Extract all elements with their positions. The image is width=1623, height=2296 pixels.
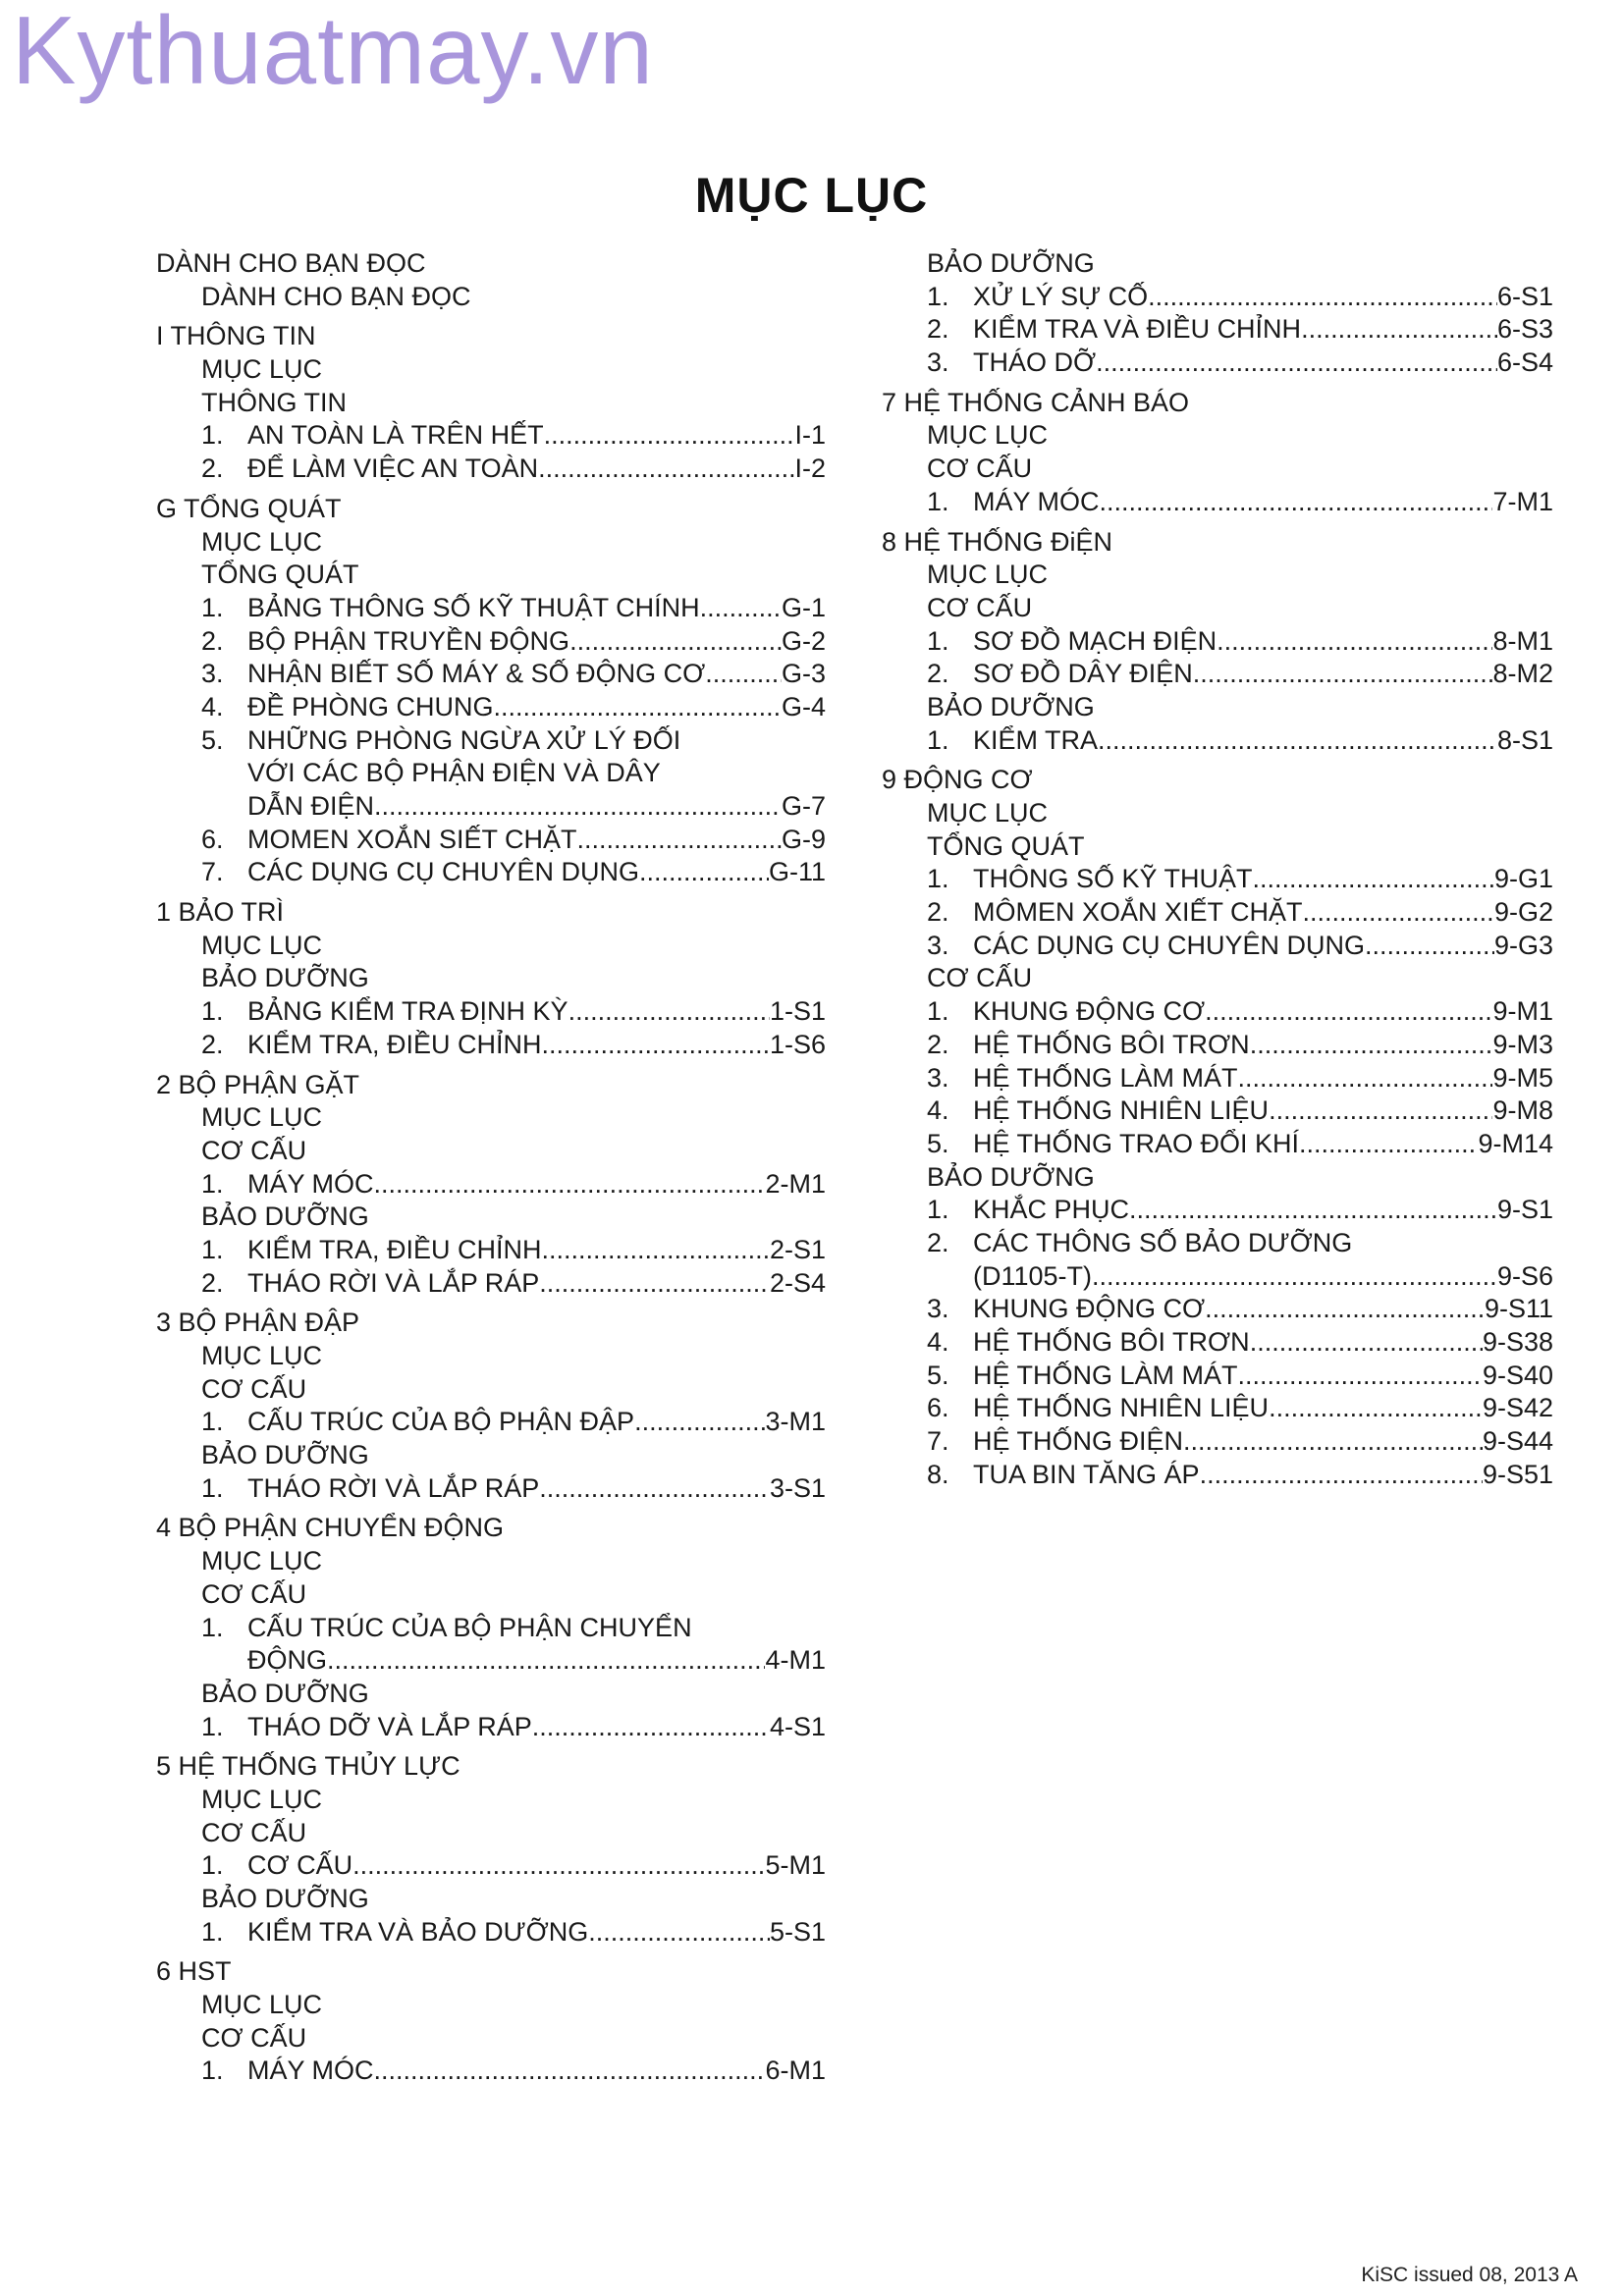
toc-entry-title: HỆ THỐNG BÔI TRƠN <box>973 1327 1250 1357</box>
toc-entry <box>154 1472 826 1506</box>
toc-entry <box>880 863 1553 896</box>
toc-entry <box>154 1406 826 1439</box>
toc-dot-leader <box>1096 347 1497 380</box>
toc-entry <box>154 2055 826 2088</box>
toc-entry <box>154 995 826 1029</box>
toc-entry-number: 2. <box>201 625 224 656</box>
toc-page-ref: 3-S1 <box>769 1472 826 1503</box>
toc-entry <box>154 856 826 889</box>
toc-entry <box>154 592 826 625</box>
toc-section-heading: G TỔNG QUÁT <box>156 493 342 523</box>
toc-group-heading: BẢO DƯỠNG <box>927 691 1095 721</box>
toc-entry-number: 6. <box>927 1393 949 1423</box>
toc-entry-number: 1. <box>201 1711 224 1741</box>
toc-dot-leader <box>639 856 769 889</box>
toc-entry <box>880 1095 1553 1128</box>
toc-entry-number: 1. <box>927 625 949 656</box>
toc-entry <box>154 419 826 453</box>
toc-entry <box>880 658 1553 691</box>
toc-dot-leader <box>327 1644 765 1678</box>
toc-entry-title: HỆ THỐNG NHIÊN LIỆU <box>973 1393 1270 1423</box>
toc-entry <box>154 691 826 724</box>
toc-entry-continuation <box>154 1644 826 1678</box>
toc-entry <box>880 724 1553 758</box>
toc-group-heading: CƠ CẤU <box>201 1817 307 1847</box>
toc-entry <box>880 930 1553 963</box>
toc-entry <box>880 313 1553 347</box>
toc-entry-number: 1. <box>201 1168 224 1199</box>
toc-entry <box>880 995 1553 1029</box>
toc-page-ref: 3-M1 <box>765 1407 826 1437</box>
toc-dot-leader <box>1250 1326 1483 1360</box>
toc-entry <box>880 1062 1553 1095</box>
toc-dot-leader <box>539 1472 770 1506</box>
toc-entry <box>880 625 1553 659</box>
toc-page-ref: 1-S1 <box>769 996 826 1027</box>
toc-group-heading: BẢO DƯỠNG <box>927 1161 1095 1192</box>
toc-dot-leader <box>1148 281 1497 314</box>
toc-dot-leader <box>705 658 782 691</box>
toc-dot-leader <box>1129 1194 1497 1227</box>
toc-page-ref: 9-G1 <box>1493 864 1553 894</box>
toc-dot-leader <box>1250 1029 1493 1062</box>
toc-dot-leader <box>374 790 782 824</box>
toc-section-heading: 6 HST <box>156 1956 232 1987</box>
toc-entry-title: DẪN ĐIỆN <box>247 791 375 821</box>
toc-dot-leader <box>1193 658 1493 691</box>
toc-page-ref: 2-S4 <box>769 1267 826 1298</box>
toc-page-ref: 6-S4 <box>1496 347 1553 378</box>
toc-entry <box>154 453 826 486</box>
page-title: MỤC LỤC <box>694 168 929 223</box>
toc-entry-number: 1. <box>927 1195 949 1225</box>
toc-entry-number: 2. <box>927 659 949 689</box>
toc-dot-leader <box>542 1234 770 1267</box>
toc-entry <box>880 1194 1553 1227</box>
toc-dot-leader <box>1303 896 1494 930</box>
toc-dot-leader <box>1238 1062 1493 1095</box>
toc-dot-leader <box>539 1267 770 1301</box>
toc-section-heading: 3 BỘ PHẬN ĐẬP <box>156 1308 360 1338</box>
toc-entry <box>154 824 826 857</box>
toc-entry-number: 4. <box>201 691 224 721</box>
toc-entry-title: TUA BIN TĂNG ÁP <box>973 1459 1200 1489</box>
toc-group-heading: CƠ CẤU <box>201 1578 307 1609</box>
toc-entry-title: ĐỘNG <box>247 1645 327 1676</box>
toc-group-heading: MỤC LỤC <box>201 1341 323 1370</box>
toc-dot-leader <box>568 995 770 1029</box>
toc-entry-number: 7. <box>927 1426 949 1457</box>
toc-group-heading: MỤC LỤC <box>927 560 1049 590</box>
toc-entry <box>880 1392 1553 1425</box>
toc-page-ref: 9-S44 <box>1482 1426 1553 1457</box>
toc-page-ref: 9-M8 <box>1492 1095 1553 1126</box>
toc-dot-leader <box>588 1916 770 1949</box>
toc-page-ref: 8-M2 <box>1492 659 1553 689</box>
toc-entry-number: 6. <box>201 824 224 854</box>
toc-group-heading: MỤC LỤC <box>201 1990 323 2020</box>
toc-entry-number: 1. <box>201 1850 224 1881</box>
toc-entry-title: HỆ THỐNG BÔI TRƠN <box>973 1029 1250 1059</box>
toc-page-ref: 9-S40 <box>1482 1360 1553 1390</box>
toc-entry-number: 1. <box>927 724 949 755</box>
toc-page-ref: 6-S1 <box>1496 281 1553 311</box>
toc-dot-leader <box>1238 1360 1483 1393</box>
toc-dot-leader <box>1100 486 1493 519</box>
toc-entry-title: CÁC THÔNG SỐ BẢO DƯỠNG <box>973 1227 1353 1257</box>
toc-group-heading: MỤC LỤC <box>201 354 323 385</box>
toc-group-heading: CƠ CẤU <box>201 1373 307 1404</box>
toc-entry-title: CƠ CẤU <box>247 1850 353 1881</box>
toc-entry-title: CẤU TRÚC CỦA BỘ PHẬN ĐẬP <box>247 1407 635 1437</box>
toc-entry <box>880 896 1553 930</box>
toc-page-ref: G-4 <box>781 691 826 721</box>
toc-entry-title: BẢNG KIỂM TRA ĐỊNH KỲ <box>247 996 568 1027</box>
toc-entry-number: 2. <box>927 1029 949 1059</box>
toc-entry <box>880 1425 1553 1459</box>
toc-entry-number: 1. <box>927 864 949 894</box>
toc-group-heading: BẢO DƯỠNG <box>201 1440 369 1470</box>
toc-group-heading: DÀNH CHO BẠN ĐỌC <box>201 281 471 311</box>
toc-entry-number: 2. <box>927 314 949 345</box>
toc-entry <box>154 1849 826 1883</box>
toc-right-column <box>880 247 1553 1491</box>
toc-entry-title: KHUNG ĐỘNG CƠ <box>973 996 1206 1027</box>
toc-left-column <box>154 247 826 2088</box>
toc-entry-number: 5. <box>927 1360 949 1390</box>
toc-entry <box>154 1029 826 1062</box>
toc-dot-leader <box>1269 1392 1483 1425</box>
toc-entry <box>154 1916 826 1949</box>
toc-group-heading: BẢO DƯỠNG <box>201 1201 369 1232</box>
toc-page-ref: 5-M1 <box>765 1850 826 1881</box>
toc-entry-number: 2. <box>927 897 949 928</box>
toc-entry-title: NHỮNG PHÒNG NGỪA XỬ LÝ ĐỐI <box>247 724 681 755</box>
toc-page-ref: G-7 <box>781 791 826 821</box>
toc-dot-leader <box>1205 995 1492 1029</box>
toc-page-ref: 9-G3 <box>1493 930 1553 960</box>
toc-group-heading: TỔNG QUÁT <box>201 560 359 590</box>
toc-entry-number: 1. <box>201 2056 224 2086</box>
toc-entry-title: BẢNG THÔNG SỐ KỸ THUẬT CHÍNH <box>247 592 700 622</box>
toc-entry-number: 1. <box>201 1234 224 1264</box>
toc-entry-title: THÔNG SỐ KỸ THUẬT <box>973 864 1253 894</box>
toc-entry-number: 3. <box>927 1294 949 1324</box>
toc-group-heading: MỤC LỤC <box>927 420 1049 451</box>
toc-group-heading: MỤC LỤC <box>927 798 1049 828</box>
toc-entry-number: 1. <box>201 1472 224 1503</box>
toc-dot-leader <box>1098 724 1497 758</box>
toc-entry <box>880 1360 1553 1393</box>
toc-entry-number: 1. <box>201 592 224 622</box>
toc-section-heading: I THÔNG TIN <box>156 321 316 351</box>
toc-section-heading: 7 HỆ THỐNG CẢNH BÁO <box>882 387 1190 417</box>
toc-entry-number: 7. <box>201 857 224 887</box>
toc-group-heading: BẢO DƯỠNG <box>201 1678 369 1708</box>
toc-entry-title: HỆ THỐNG NHIÊN LIỆU <box>973 1095 1270 1126</box>
toc-dot-leader <box>1200 1459 1483 1492</box>
toc-entry-number: 2. <box>927 1227 949 1257</box>
toc-section-heading: 4 BỘ PHẬN CHUYỂN ĐỘNG <box>156 1513 505 1543</box>
toc-entry <box>154 625 826 659</box>
toc-group-heading: BẢO DƯỠNG <box>201 1884 369 1913</box>
toc-entry-title: (D1105-T) <box>973 1260 1093 1291</box>
toc-entry-number: 5. <box>927 1128 949 1158</box>
toc-page-ref: 6-M1 <box>765 2056 826 2086</box>
toc-entry-number: 1. <box>927 281 949 311</box>
toc-page-ref: 9-S11 <box>1484 1294 1553 1324</box>
toc-entry-title: MÁY MÓC <box>247 2056 374 2086</box>
toc-entry-number: 1. <box>201 1612 224 1642</box>
toc-entry <box>880 1029 1553 1062</box>
toc-page-ref: I-2 <box>794 454 826 484</box>
toc-page-ref: 9-S38 <box>1482 1327 1553 1357</box>
toc-dot-leader <box>1092 1260 1497 1294</box>
toc-entry-number: 8. <box>927 1459 949 1489</box>
toc-section-heading: 5 HỆ THỐNG THỦY LỰC <box>156 1751 460 1782</box>
toc-dot-leader <box>1301 313 1497 347</box>
toc-page-ref: 6-S3 <box>1496 314 1553 345</box>
toc-entry-number: 1. <box>201 1916 224 1947</box>
footer-issue-note: KiSC issued 08, 2013 A <box>1361 2264 1578 2286</box>
toc-entry <box>154 1234 826 1267</box>
toc-entry <box>154 724 826 758</box>
toc-page-ref: G-2 <box>781 625 826 656</box>
toc-page-ref: 9-M3 <box>1492 1029 1553 1059</box>
toc-page-ref: 9-S6 <box>1496 1260 1553 1291</box>
toc-entry-title: KIỂM TRA <box>973 724 1099 755</box>
toc-dot-leader <box>374 1168 766 1201</box>
toc-dot-leader <box>494 691 782 724</box>
toc-entry-title: SƠ ĐỒ MẠCH ĐIỆN <box>973 625 1217 656</box>
toc-dot-leader <box>1217 625 1492 659</box>
toc-page-ref: G-1 <box>781 592 826 622</box>
toc-entry-title: KIỂM TRA VÀ ĐIỀU CHỈNH <box>973 314 1302 345</box>
toc-entry <box>880 1293 1553 1326</box>
toc-group-heading: BẢO DƯỠNG <box>927 248 1095 278</box>
toc-entry-title: CÁC DỤNG CỤ CHUYÊN DỤNG <box>247 857 640 887</box>
toc-entry-title: NHẬN BIẾT SỐ MÁY & SỐ ĐỘNG CƠ <box>247 659 706 689</box>
toc-entry-continuation <box>154 757 826 790</box>
toc-dot-leader <box>1183 1425 1483 1459</box>
toc-entry <box>880 486 1553 519</box>
toc-entry-number: 3. <box>927 930 949 960</box>
toc-entry-number: 4. <box>927 1327 949 1357</box>
toc-dot-leader <box>544 419 795 453</box>
toc-entry-title: HỆ THỐNG ĐIỆN <box>973 1426 1184 1457</box>
toc-entry-title: SƠ ĐỒ DÂY ĐIỆN <box>973 659 1193 689</box>
toc-dot-leader <box>700 592 782 625</box>
toc-group-heading: MỤC LỤC <box>201 1102 323 1133</box>
toc-group-heading: MỤC LỤC <box>201 930 323 960</box>
toc-entry-number: 1. <box>201 1407 224 1437</box>
toc-group-heading: THÔNG TIN <box>201 387 347 417</box>
toc-dot-leader <box>1365 930 1494 963</box>
toc-dot-leader <box>374 2055 766 2088</box>
toc-entry-number: 1. <box>201 420 224 451</box>
toc-dot-leader <box>634 1406 765 1439</box>
toc-entry <box>880 1227 1553 1260</box>
toc-section-heading: 8 HỆ THỐNG ĐiỆN <box>882 526 1113 557</box>
toc-group-heading: BẢO DƯỠNG <box>201 963 369 993</box>
toc-page-ref: 5-S1 <box>769 1916 826 1947</box>
toc-entry-title: MÁY MÓC <box>247 1168 374 1199</box>
toc-page-ref: G-3 <box>781 659 826 689</box>
toc-dot-leader <box>532 1711 770 1744</box>
toc-page-ref: 8-M1 <box>1492 625 1553 656</box>
toc-dot-leader <box>569 625 782 659</box>
toc-entry-number: 2. <box>201 454 224 484</box>
toc-group-heading: CƠ CẤU <box>201 1135 307 1165</box>
toc-entry-title: MÁY MÓC <box>973 486 1100 516</box>
toc-dot-leader <box>577 824 782 857</box>
toc-entry-number: 1. <box>927 996 949 1027</box>
toc-entry-title: THÁO RỜI VÀ LẮP RÁP <box>247 1472 540 1503</box>
toc-entry-number: 3. <box>927 347 949 378</box>
toc-page-ref: 9-S1 <box>1496 1195 1553 1225</box>
toc-page-ref: G-9 <box>781 824 826 854</box>
toc-entry-title: HỆ THỐNG LÀM MÁT <box>973 1062 1238 1093</box>
toc-page-ref: 2-S1 <box>769 1234 826 1264</box>
toc-entry <box>880 1459 1553 1492</box>
toc-entry <box>154 658 826 691</box>
toc-entry <box>880 1326 1553 1360</box>
toc-entry-title: XỬ LÝ SỰ CỐ <box>973 281 1149 311</box>
toc-page-ref: 4-M1 <box>765 1645 826 1676</box>
toc-section-heading: 9 ĐỘNG CƠ <box>882 765 1033 795</box>
toc-entry-continuation <box>880 1260 1553 1294</box>
toc-entry-title: THÁO DỠ VÀ LẮP RÁP <box>247 1711 532 1741</box>
toc-page-ref: I-1 <box>794 420 826 451</box>
toc-group-heading: TỔNG QUÁT <box>927 830 1085 861</box>
toc-group-heading: MỤC LỤC <box>201 1546 323 1576</box>
toc-section-heading: 1 BẢO TRÌ <box>156 897 285 928</box>
toc-entry <box>154 1612 826 1645</box>
toc-group-heading: CƠ CẤU <box>927 963 1033 993</box>
toc-entry-title: MÔMEN XOẮN XIẾT CHẶT <box>973 897 1303 928</box>
toc-dot-leader <box>1253 863 1494 896</box>
toc-entry-title: KIỂM TRA, ĐIỀU CHỈNH <box>247 1234 542 1264</box>
toc-entry-title: CẤU TRÚC CỦA BỘ PHẬN CHUYỂN <box>247 1612 692 1642</box>
toc-dot-leader <box>1269 1095 1492 1128</box>
toc-entry-continuation <box>154 790 826 824</box>
toc-section-heading: 2 BỘ PHẬN GẶT <box>156 1069 360 1099</box>
toc-entry-number: 4. <box>927 1095 949 1126</box>
toc-entry-title: MOMEN XOẮN SIẾT CHẶT <box>247 824 577 854</box>
toc-entry-number: 2. <box>201 1029 224 1059</box>
toc-page-ref: 4-S1 <box>769 1711 826 1741</box>
toc-entry-title: BỘ PHẬN TRUYỀN ĐỘNG <box>247 625 570 656</box>
toc-entry-title: THÁO RỜI VÀ LẮP RÁP <box>247 1267 540 1298</box>
toc-page-ref: G-11 <box>768 857 826 887</box>
toc-entry <box>154 1711 826 1744</box>
toc-group-heading: MỤC LỤC <box>201 526 323 557</box>
toc-section-heading: DÀNH CHO BẠN ĐỌC <box>156 248 426 278</box>
toc-entry-number: 3. <box>927 1062 949 1093</box>
toc-entry-number: 1. <box>201 996 224 1027</box>
toc-page-ref: 9-M1 <box>1492 996 1553 1027</box>
toc-entry-title: CÁC DỤNG CỤ CHUYÊN DỤNG <box>973 930 1366 960</box>
toc-entry-number: 5. <box>201 724 224 755</box>
toc-group-heading: CƠ CẤU <box>927 592 1033 622</box>
toc-page-ref: 9-M5 <box>1492 1062 1553 1093</box>
toc-entry <box>880 347 1553 380</box>
toc-page-ref: 7-M1 <box>1492 486 1553 516</box>
toc-page-ref: 9-G2 <box>1493 897 1553 928</box>
toc-entry-number: 3. <box>201 659 224 689</box>
toc-entry-title: AN TOÀN LÀ TRÊN HẾT <box>247 420 544 451</box>
toc-page-ref: 9-S42 <box>1482 1393 1553 1423</box>
toc-entry-number: 2. <box>201 1267 224 1298</box>
toc-entry-title: HỆ THỐNG LÀM MÁT <box>973 1360 1238 1390</box>
watermark-logo: Kythuatmay.vn <box>12 0 654 104</box>
toc-dot-leader <box>542 1029 770 1062</box>
toc-entry <box>154 1267 826 1301</box>
toc-page-ref: 9-M14 <box>1478 1128 1553 1158</box>
toc-entry-title: ĐỂ LÀM VIỆC AN TOÀN <box>247 454 539 484</box>
toc-group-heading: MỤC LỤC <box>201 1784 323 1814</box>
toc-entry <box>880 281 1553 314</box>
toc-entry-title: KHUNG ĐỘNG CƠ <box>973 1294 1206 1324</box>
toc-entry-title: THÁO DỠ <box>973 347 1097 378</box>
toc-group-heading: CƠ CẤU <box>201 2022 307 2053</box>
toc-entry-title: KIỂM TRA VÀ BẢO DƯỠNG <box>247 1916 589 1947</box>
toc-page-ref: 8-S1 <box>1496 724 1553 755</box>
toc-entry-title: KIỂM TRA, ĐIỀU CHỈNH <box>247 1029 542 1059</box>
toc-entry <box>880 1128 1553 1161</box>
toc-dot-leader <box>1299 1128 1478 1161</box>
toc-entry-title: KHẮC PHỤC <box>973 1195 1130 1225</box>
toc-entry-title: ĐỀ PHÒNG CHUNG <box>247 691 494 721</box>
toc-dot-leader <box>538 453 794 486</box>
toc-group-heading: CƠ CẤU <box>927 454 1033 484</box>
toc-entry-title: VỚI CÁC BỘ PHẬN ĐIỆN VÀ DÂY <box>247 758 661 788</box>
toc-page-ref: 1-S6 <box>769 1029 826 1059</box>
toc-entry <box>154 1168 826 1201</box>
toc-dot-leader <box>1205 1293 1485 1326</box>
toc-page-ref: 9-S51 <box>1482 1459 1553 1489</box>
toc-dot-leader <box>352 1849 765 1883</box>
toc-page-ref: 2-M1 <box>765 1168 826 1199</box>
toc-entry-title: HỆ THỐNG TRAO ĐỔI KHÍ <box>973 1128 1300 1158</box>
toc-entry-number: 1. <box>927 486 949 516</box>
